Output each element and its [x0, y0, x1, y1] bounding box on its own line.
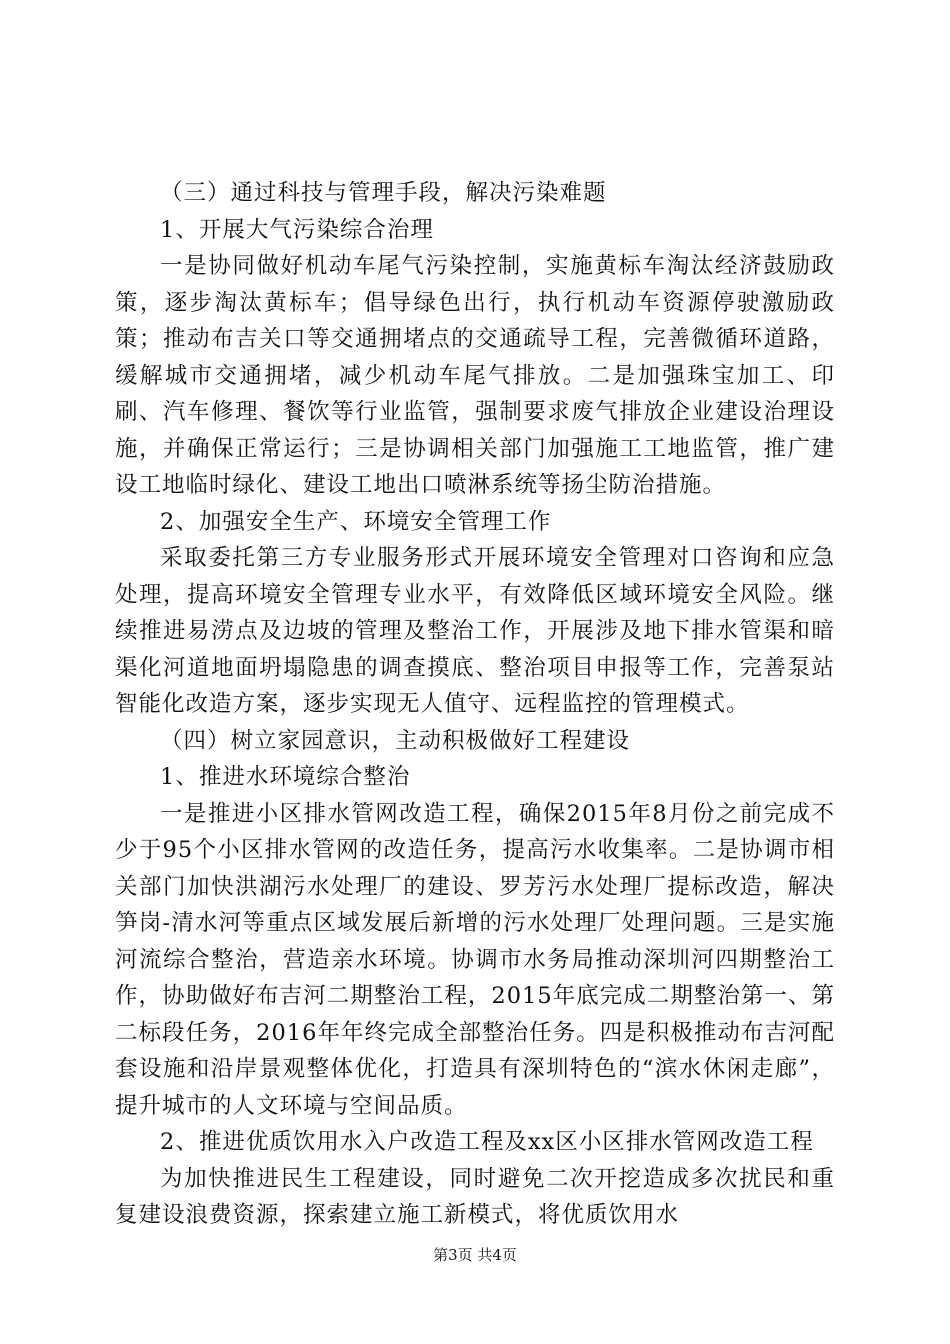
paragraph-water: 一是推进小区排水管网改造工程，确保2015年8月份之前完成不少于95个小区排水管网的改造任务，提高污水收集率。二是协调市相关部门加快洪湖污水处理厂的建设、罗芳污水处理厂提标改造，解决笋岗-清水河等重点区域发展后新增的污水处理厂处理问题。三是实施河流综合整治，营造亲水环境。协调市水务局推动深圳河四期整治工作，协助做好布吉河二期整治工程，2015年底完成二期整治第一、第二标段任务，2016年年终完成全部整治任务。四是积极推动布吉河配套设施和沿岸景观整体优化，打造具有深圳特色的“滨水休闲走廊”，提升城市的人文环境与空间品质。: [115, 800, 835, 1119]
subheading-air-pollution: 1、开展大气污染综合治理: [160, 216, 434, 243]
subheading-safety: 2、加强安全生产、环境安全管理工作: [160, 508, 552, 535]
subheading-water: 1、推进水环境综合整治: [160, 764, 411, 790]
section-heading-3: （三）通过科技与管理手段，解决污染难题: [160, 180, 607, 206]
section-heading-4: （四）树立家园意识，主动积极做好工程建设: [160, 727, 631, 754]
subheading-drinking-water: 2、推进优质饮用水入户改造工程及xx区小区排水管网改造工程: [160, 1129, 814, 1155]
paragraph-air-pollution: 一是协同做好机动车尾气污染控制，实施黄标车淘汰经济鼓励政策，逐步淘汰黄标车；倡导绿色出行，执行机动车资源停驶激励政策；推动布吉关口等交通拥堵点的交通疏导工程，完善微循环道路，缓解城市交通拥堵，减少机动车尾气排放。二是加强珠宝加工、印刷、汽车修理、餐饮等行业监管，强制要求废气排放企业建设治理设施，并确保正常运行；三是协调相关部门加强施工工地监管，推广建设工地临时绿化、建设工地出口喷淋系统等扬尘防治措施。: [115, 253, 835, 498]
paragraph-safety: 采取委托第三方专业服务形式开展环境安全管理对口咨询和应急处理，提高环境安全管理专业水平，有效降低区域环境安全风险。继续推进易涝点及边坡的管理及整治工作，开展涉及地下排水管渠和暗渠化河道地面坍塌隐患的调查摸底、整治项目申报等工作，完善泵站智能化改造方案，逐步实现无人值守、远程监控的管理模式。: [115, 545, 835, 717]
document-body: [115, 175, 835, 1234]
paragraph-drinking-water: 为加快推进民生工程建设，同时避免二次开挖造成多次扰民和重复建设浪费资源，探索建立施工新模式，将优质饮用水: [115, 1165, 835, 1228]
page-footer: 第3页 共4页: [433, 1246, 517, 1264]
